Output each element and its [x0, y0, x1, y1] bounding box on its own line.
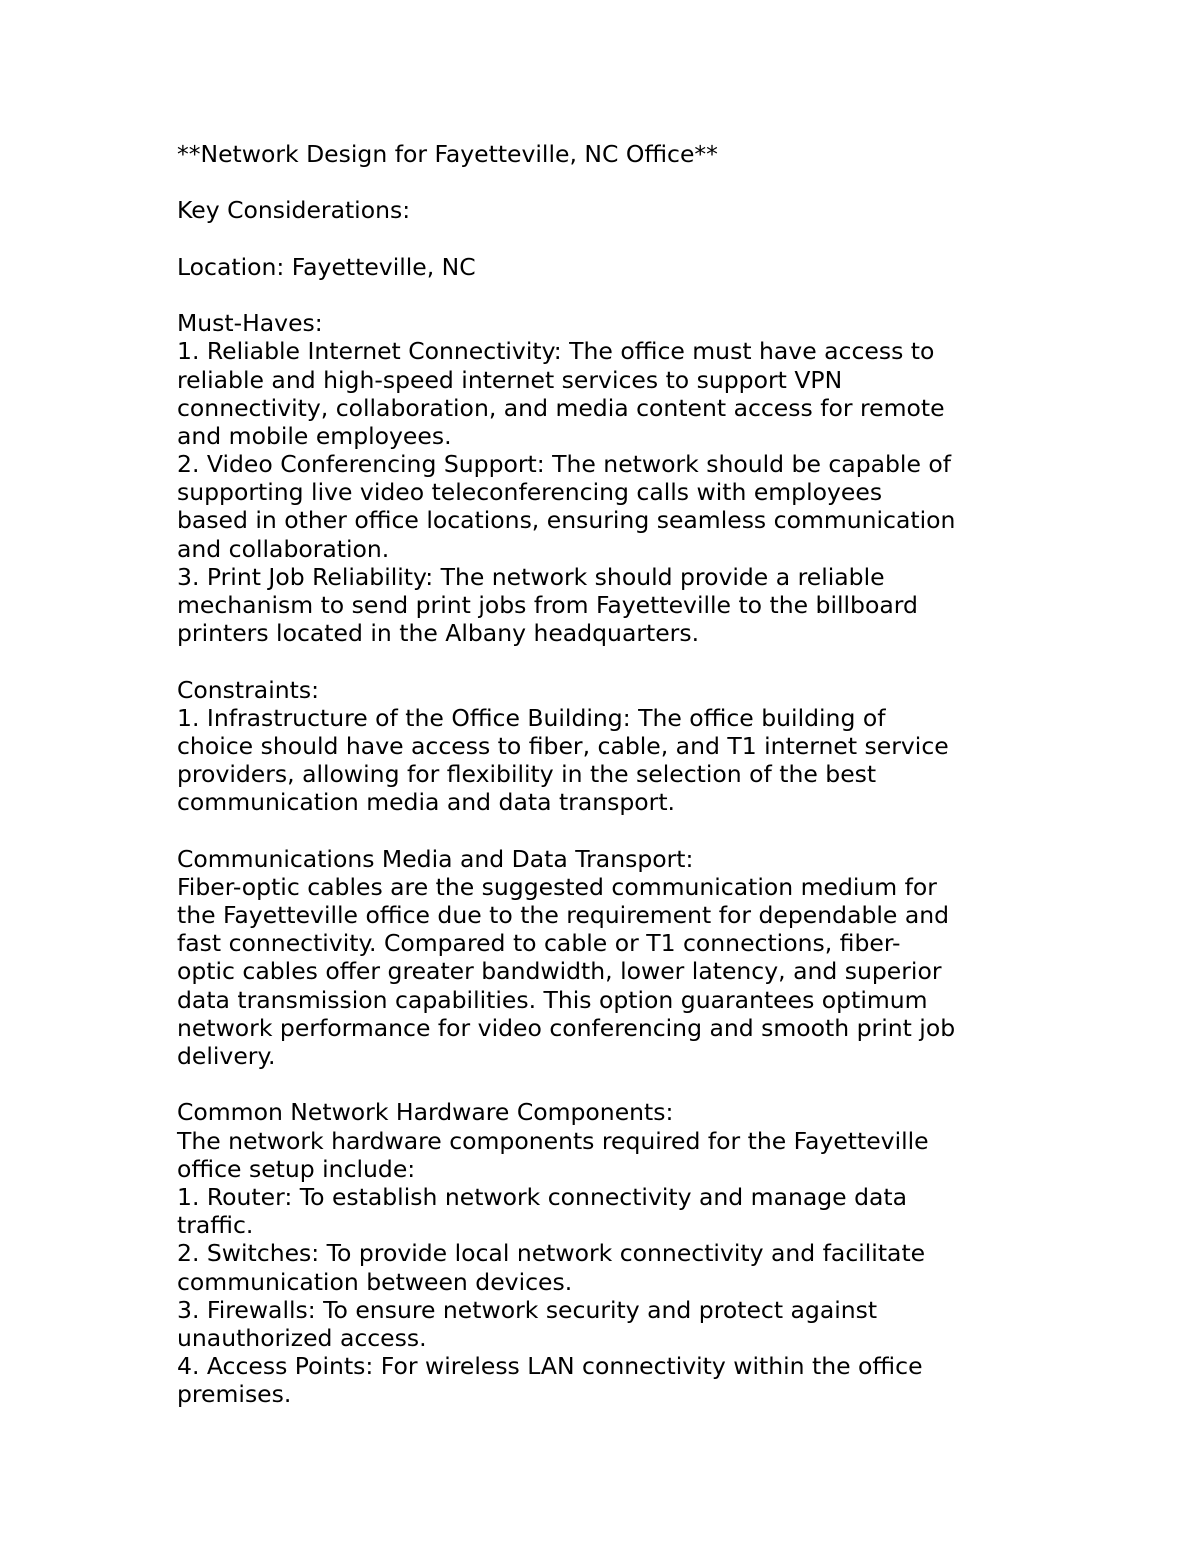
body-line: office setup include: [177, 1154, 416, 1183]
spacer [177, 168, 1037, 196]
spacer [177, 817, 1037, 845]
body-line: network performance for video conferencing and smooth print job [177, 1013, 956, 1042]
body-line: The network hardware components required for the Fayetteville [177, 1126, 929, 1155]
body-line: and mobile employees. [177, 421, 452, 450]
spacer [177, 225, 1037, 253]
spacer [177, 647, 1037, 675]
body-line: printers located in the Albany headquarters. [177, 619, 700, 648]
body-line: 3. Firewalls: To ensure network security and protect against [177, 1295, 878, 1324]
hardware-section [177, 1098, 1037, 1408]
body-line: premises. [177, 1380, 292, 1409]
body-line: based in other office locations, ensuring seamless communication [177, 506, 956, 535]
body-line: delivery. [177, 1042, 276, 1070]
key-considerations-heading: Key Considerations: [177, 196, 411, 225]
body-line: choice should have access to fiber, cable, and T1 internet service [177, 731, 949, 760]
body-line: unauthorized access. [177, 1323, 427, 1352]
body-line: traffic. [177, 1211, 254, 1240]
media-heading: Communications Media and Data Transport: [177, 844, 694, 873]
constraints-heading: Constraints: [177, 675, 319, 704]
body-line: and collaboration. [177, 534, 390, 563]
media-section [177, 845, 1037, 1071]
body-line: providers, allowing for flexibility in the selection of the best [177, 760, 877, 789]
document-title: **Network Design for Fayetteville, NC Office** [177, 140, 718, 168]
body-line: connectivity, collaboration, and media content access for remote [177, 393, 945, 422]
body-line: 1. Infrastructure of the Office Building: The office building of [177, 703, 886, 732]
must-haves-heading: Must-Haves: [177, 309, 323, 338]
spacer [177, 1070, 1037, 1098]
constraints-section [177, 676, 1037, 817]
body-line: 1. Router: To establish network connectivity and manage data [177, 1182, 908, 1211]
body-line: supporting live video teleconferencing calls with employees [177, 478, 883, 507]
body-line: Fiber-optic cables are the suggested communication medium for [177, 872, 937, 901]
body-line: data transmission capabilities. This option guarantees optimum [177, 985, 928, 1014]
body-line: reliable and high-speed internet services to support VPN [177, 365, 843, 394]
body-line: 4. Access Points: For wireless LAN connectivity within the office [177, 1352, 923, 1381]
body-line: 1. Reliable Internet Connectivity: The office must have access to [177, 337, 935, 366]
hardware-heading: Common Network Hardware Components: [177, 1098, 674, 1127]
body-line: mechanism to send print jobs from Fayetteville to the billboard [177, 591, 918, 619]
body-line: communication media and data transport. [177, 788, 676, 817]
body-line: the Fayetteville office due to the requirement for dependable and [177, 901, 950, 930]
location-line: Location: Fayetteville, NC [177, 252, 476, 281]
body-line: communication between devices. [177, 1267, 573, 1296]
body-line: optic cables offer greater bandwidth, lower latency, and superior [177, 957, 942, 986]
body-line: fast connectivity. Compared to cable or T1 connections, fiber- [177, 929, 901, 958]
document-page [177, 140, 1037, 1408]
body-line: 3. Print Job Reliability: The network should provide a reliable [177, 562, 885, 591]
spacer [177, 281, 1037, 309]
body-line: 2. Video Conferencing Support: The network should be capable of [177, 450, 952, 479]
must-haves-section [177, 309, 1037, 647]
body-line: 2. Switches: To provide local network connectivity and facilitate [177, 1239, 926, 1268]
